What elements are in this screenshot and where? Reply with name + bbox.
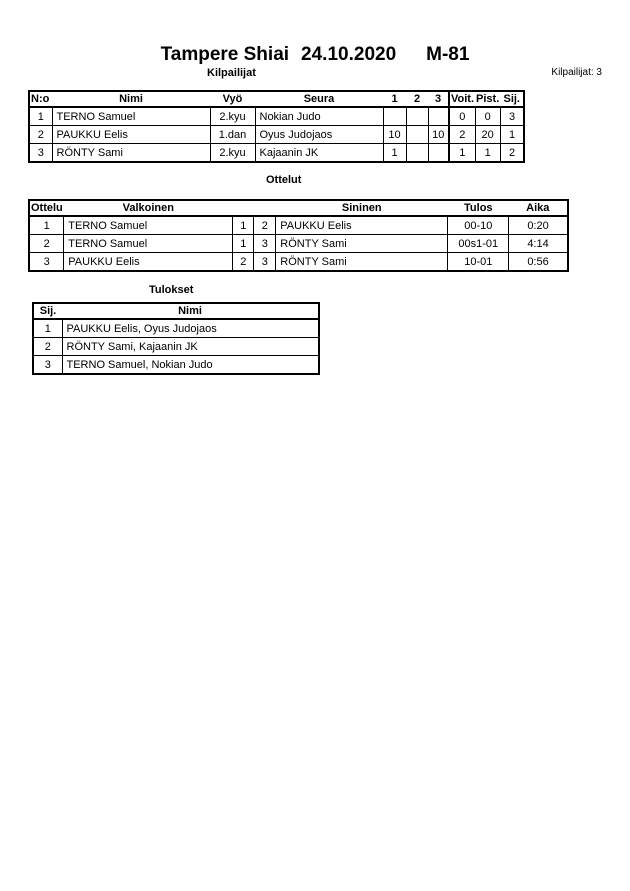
table-row bbox=[29, 235, 568, 253]
column-header: Sij. bbox=[500, 91, 524, 107]
page-title bbox=[0, 44, 630, 66]
cell: 2 bbox=[33, 338, 62, 356]
cell: 1 bbox=[29, 107, 52, 126]
column-header: Nimi bbox=[52, 91, 210, 107]
event-date: 24.10.2020 bbox=[301, 44, 397, 65]
cell: 00-10 bbox=[448, 216, 509, 235]
cell: 2 bbox=[29, 235, 64, 253]
column-header: Valkoinen bbox=[64, 200, 233, 216]
matches-table bbox=[28, 199, 569, 272]
column-header: Ottelu bbox=[31, 202, 63, 214]
cell: PAUKKU Eelis bbox=[276, 216, 448, 235]
cell: TERNO Samuel, Nokian Judo bbox=[62, 356, 319, 375]
results-heading: Tulokset bbox=[149, 284, 194, 296]
column-header: Nimi bbox=[62, 303, 319, 319]
cell: 2 bbox=[254, 216, 276, 235]
column-header: Seura bbox=[255, 91, 383, 107]
results-table bbox=[32, 302, 320, 375]
cell: Oyus Judojaos bbox=[255, 126, 383, 144]
cell: 2 bbox=[500, 144, 524, 163]
weight-category: M-81 bbox=[426, 44, 470, 65]
column-header: Sininen bbox=[276, 200, 448, 216]
cell: 4:14 bbox=[509, 235, 568, 253]
column-header: 2 bbox=[406, 91, 428, 107]
column-header: 3 bbox=[428, 91, 449, 107]
cell: 1.dan bbox=[210, 126, 255, 144]
cell: 20 bbox=[475, 126, 500, 144]
cell: 2.kyu bbox=[210, 107, 255, 126]
cell: 10-01 bbox=[448, 253, 509, 272]
column-header: Vyö bbox=[210, 91, 255, 107]
column-header: Aika bbox=[509, 200, 568, 216]
cell: 1 bbox=[233, 216, 254, 235]
cell: Kajaanin JK bbox=[255, 144, 383, 163]
cell: 0 bbox=[475, 107, 500, 126]
cell: 1 bbox=[449, 144, 475, 163]
competitors-heading: Kilpailijat bbox=[207, 67, 256, 79]
cell: 2 bbox=[29, 126, 52, 144]
cell: 3 bbox=[29, 253, 64, 272]
table-row bbox=[33, 356, 319, 375]
table-row bbox=[33, 338, 319, 356]
cell: 10 bbox=[383, 126, 406, 144]
cell: 2.kyu bbox=[210, 144, 255, 163]
cell: 0 bbox=[449, 107, 475, 126]
cell: RÖNTY Sami bbox=[276, 253, 448, 272]
matches-heading: Ottelut bbox=[266, 174, 302, 186]
column-header bbox=[233, 200, 254, 216]
cell: TERNO Samuel bbox=[64, 216, 233, 235]
column-header: Tulos bbox=[448, 200, 509, 216]
cell: TERNO Samuel bbox=[52, 107, 210, 126]
table-row bbox=[29, 126, 524, 144]
competitors-table bbox=[28, 90, 525, 163]
cell: 1 bbox=[33, 319, 62, 338]
event-name: Tampere Shiai bbox=[160, 44, 290, 65]
cell: 3 bbox=[254, 235, 276, 253]
cell: 1 bbox=[233, 235, 254, 253]
cell: TERNO Samuel bbox=[64, 235, 233, 253]
cell: RÖNTY Sami, Kajaanin JK bbox=[62, 338, 319, 356]
cell: 1 bbox=[29, 216, 64, 235]
cell: 3 bbox=[29, 144, 52, 163]
cell: 1 bbox=[383, 144, 406, 163]
cell: 10 bbox=[428, 126, 449, 144]
cell: 2 bbox=[233, 253, 254, 272]
cell bbox=[406, 144, 428, 163]
cell: PAUKKU Eelis bbox=[52, 126, 210, 144]
cell bbox=[428, 107, 449, 126]
column-header: 1 bbox=[383, 91, 406, 107]
cell: 0:20 bbox=[509, 216, 568, 235]
cell: PAUKKU Eelis, Oyus Judojaos bbox=[62, 319, 319, 338]
table-row bbox=[29, 144, 524, 163]
table-row bbox=[29, 107, 524, 126]
header-row bbox=[29, 200, 568, 216]
cell bbox=[428, 144, 449, 163]
cell: 1 bbox=[500, 126, 524, 144]
table-row bbox=[29, 216, 568, 235]
table-row bbox=[33, 319, 319, 338]
header-row bbox=[33, 303, 319, 319]
cell: 00s1-01 bbox=[448, 235, 509, 253]
cell: 0:56 bbox=[509, 253, 568, 272]
column-header: Voit. bbox=[451, 93, 475, 105]
header-row bbox=[29, 91, 524, 107]
cell: 3 bbox=[254, 253, 276, 272]
cell: RÖNTY Sami bbox=[52, 144, 210, 163]
column-header: Pist. bbox=[476, 93, 500, 105]
cell bbox=[406, 126, 428, 144]
cell: Nokian Judo bbox=[255, 107, 383, 126]
cell: 1 bbox=[475, 144, 500, 163]
competitor-count: Kilpailijat: 3 bbox=[551, 67, 602, 78]
cell: RÖNTY Sami bbox=[276, 235, 448, 253]
cell: 3 bbox=[500, 107, 524, 126]
column-header bbox=[254, 200, 276, 216]
column-header: Sij. bbox=[33, 303, 62, 319]
cell: PAUKKU Eelis bbox=[64, 253, 233, 272]
cell: 3 bbox=[33, 356, 62, 375]
column-header: N:o bbox=[29, 91, 52, 107]
cell bbox=[406, 107, 428, 126]
cell bbox=[383, 107, 406, 126]
cell: 2 bbox=[449, 126, 475, 144]
table-row bbox=[29, 253, 568, 272]
